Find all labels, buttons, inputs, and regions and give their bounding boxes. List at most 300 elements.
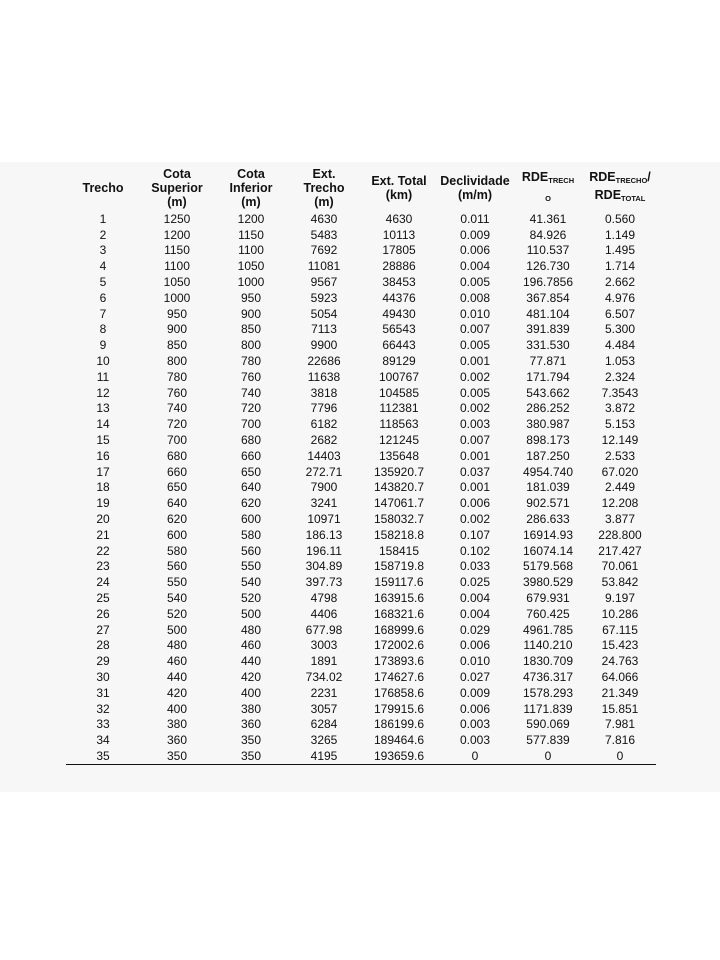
ext-trecho-cell: 734.02	[305, 670, 343, 684]
cota-superior-cell: 600	[166, 527, 188, 542]
ext-trecho-cell: 10971	[307, 512, 341, 527]
table-row	[66, 559, 656, 575]
rde-trecho-cell: 898.173	[526, 433, 570, 448]
table-row	[66, 669, 656, 685]
rde-ratio-cell: 3.877	[604, 512, 636, 527]
rde-trecho-cell: 16074.14	[522, 543, 574, 558]
ext-total-cell: 168321.6	[373, 606, 425, 621]
rde-trecho-cell: 16914.93	[522, 527, 574, 542]
trecho-cell: 3	[99, 243, 107, 258]
declividade-cell: 0.005	[459, 385, 491, 400]
cota-superior-cell: 560	[166, 559, 188, 574]
rde-trecho-cell: 543.662	[526, 385, 570, 400]
ext-total-cell: 28886	[382, 259, 416, 274]
cota-inferior-cell: 800	[240, 338, 262, 353]
declividade-cell: 0.002	[459, 401, 491, 416]
cota-inferior-cell: 420	[240, 670, 262, 684]
rde-ratio-cell: 1.149	[604, 227, 636, 242]
cota-superior-cell: 640	[166, 496, 188, 511]
rde-ratio-cell: 4.976	[604, 290, 636, 305]
cota-superior-cell: 480	[166, 638, 188, 653]
rde-trecho-cell: 367.854	[526, 290, 570, 305]
cota-inferior-cell: 480	[240, 622, 262, 637]
rde-ratio-cell: 67.115	[602, 622, 638, 637]
cota-superior-cell: 620	[166, 512, 188, 527]
cota-inferior-cell: 350	[240, 733, 262, 748]
table-row	[66, 337, 656, 353]
declividade-cell: 0.010	[459, 306, 491, 321]
trecho-cell: 7	[99, 306, 107, 321]
rde-trecho-cell: 679.931	[526, 591, 570, 606]
cota-inferior-cell: 1000	[237, 275, 265, 290]
header-cota-inferior: Cota Inferior (m)	[229, 166, 273, 209]
cota-superior-cell: 900	[166, 322, 188, 337]
cota-superior-cell: 1150	[164, 243, 190, 258]
cota-superior-cell: 520	[166, 606, 188, 621]
rde-trecho-cell: 4961.785	[522, 622, 574, 637]
declividade-cell: 0.001	[459, 354, 491, 369]
table-row	[66, 258, 656, 274]
cota-superior-cell: 680	[166, 448, 188, 463]
trecho-cell: 2	[99, 227, 107, 242]
ext-trecho-cell: 9567	[310, 275, 338, 290]
ext-trecho-cell: 4195	[288, 748, 360, 764]
table-row	[66, 243, 656, 259]
rde-trecho-cell: 5179.568	[522, 559, 574, 574]
trecho-cell: 15	[96, 433, 110, 448]
ext-total-cell: 163915.6	[373, 591, 425, 606]
rde-trecho-cell: 760.425	[526, 606, 570, 621]
cota-superior-cell: 580	[166, 543, 188, 558]
declividade-cell: 0.001	[459, 448, 491, 463]
rde-ratio-cell: 228.800	[598, 527, 642, 542]
rde-ratio-cell: 12.149	[601, 433, 639, 448]
trecho-cell: 5	[99, 275, 107, 290]
data-table	[66, 164, 656, 765]
declividade-cell: 0.037	[459, 464, 491, 479]
rde-ratio-cell: 1.495	[604, 243, 636, 258]
rde-ratio-cell: 9.197	[604, 591, 636, 606]
declividade-cell: 0.003	[459, 717, 491, 732]
ext-trecho-cell: 5483	[310, 227, 338, 242]
cota-superior-cell: 1250	[163, 211, 191, 226]
declividade-cell: 0.006	[459, 496, 491, 511]
cota-superior-cell: 800	[166, 354, 188, 369]
table-row	[66, 717, 656, 733]
rde-ratio-cell: 15.851	[601, 701, 639, 716]
declividade-cell: 0.004	[459, 606, 491, 621]
ext-trecho-cell: 186.13	[305, 527, 343, 542]
table-row	[66, 432, 656, 448]
table-row	[66, 732, 656, 748]
ext-total-cell: 118563	[379, 417, 419, 432]
table-row	[66, 590, 656, 606]
table-row	[66, 322, 656, 338]
cota-inferior-cell: 360	[240, 717, 262, 732]
rde-trecho-cell: 286.252	[526, 401, 570, 416]
trecho-cell: 11	[96, 369, 110, 384]
cota-inferior-cell: 680	[240, 433, 262, 448]
declividade-cell: 0.007	[459, 322, 491, 337]
ext-trecho-cell: 3241	[310, 496, 338, 511]
trecho-cell: 21	[96, 527, 110, 542]
ext-total-cell: 159117.6	[374, 575, 424, 590]
ext-trecho-cell: 677.98	[305, 622, 343, 637]
ext-total-cell: 179915.6	[373, 701, 425, 716]
trecho-cell: 24	[96, 575, 110, 590]
declividade-cell: 0.008	[459, 290, 491, 305]
table-row	[66, 685, 656, 701]
table-row	[66, 464, 656, 480]
trecho-cell: 13	[96, 401, 110, 416]
table-row	[66, 701, 656, 717]
table-row	[66, 369, 656, 385]
ext-trecho-cell: 304.89	[305, 559, 343, 574]
rde-ratio-cell: 0.560	[604, 211, 636, 226]
rde-ratio-cell: 217.427	[598, 543, 642, 558]
trecho-cell: 29	[96, 654, 110, 669]
ext-trecho-cell: 3265	[310, 733, 338, 748]
table-row	[66, 290, 656, 306]
declividade-cell: 0.002	[459, 369, 491, 384]
rde-trecho-cell: 1830.709	[522, 654, 574, 669]
trecho-cell: 19	[96, 496, 110, 511]
cota-superior-cell: 1200	[163, 227, 191, 242]
cota-superior-cell: 540	[166, 591, 188, 606]
cota-superior-cell: 760	[166, 385, 188, 400]
declividade-cell: 0.102	[459, 543, 491, 558]
cota-superior-cell: 780	[166, 369, 188, 384]
cota-inferior-cell: 440	[240, 654, 262, 669]
declividade-cell: 0.004	[459, 591, 491, 606]
table-row	[66, 211, 656, 227]
ext-trecho-cell: 14403	[307, 448, 341, 463]
header-row	[66, 164, 656, 211]
ext-trecho-cell: 1891	[310, 654, 338, 669]
ext-trecho-cell: 3057	[310, 701, 338, 716]
cota-inferior-cell: 1200	[237, 211, 265, 226]
cota-superior-cell: 440	[166, 670, 188, 684]
cota-superior-cell: 700	[166, 433, 188, 448]
cota-superior-cell: 550	[166, 575, 188, 590]
table-row	[66, 385, 656, 401]
trecho-cell: 27	[96, 622, 110, 637]
declividade-cell: 0.025	[459, 575, 491, 590]
trecho-cell: 1	[99, 211, 107, 226]
cota-superior-cell: 650	[166, 480, 188, 495]
cota-inferior-cell: 640	[240, 480, 262, 495]
ext-total-cell: 66443	[382, 338, 416, 353]
cota-inferior-cell: 540	[240, 575, 262, 590]
cota-superior-cell: 460	[166, 654, 188, 669]
declividade-cell: 0.006	[459, 638, 491, 653]
ext-trecho-cell: 6284	[310, 717, 338, 732]
cota-inferior-cell: 550	[240, 559, 262, 574]
ext-trecho-cell: 272.71	[305, 464, 343, 479]
rde-trecho-cell: 0	[512, 748, 584, 764]
ext-trecho-cell: 196.11	[306, 543, 342, 558]
trecho-cell: 14	[96, 417, 110, 432]
trecho-cell: 33	[96, 717, 110, 732]
declividade-cell: 0.003	[459, 417, 491, 432]
header-rde-trecho: $RDE_{TRECH}$ $_O$	[521, 169, 575, 203]
cota-inferior-cell: 720	[240, 401, 262, 416]
rde-trecho-cell: 4954.740	[522, 464, 574, 479]
cota-inferior-cell: 620	[240, 496, 262, 511]
rde-trecho-cell: 590.069	[526, 717, 570, 732]
declividade-cell: 0.002	[459, 512, 491, 527]
table-row	[66, 401, 656, 417]
table-row	[66, 353, 656, 369]
ext-trecho-cell: 4798	[310, 591, 338, 606]
ext-total-cell: 112381	[379, 401, 419, 416]
rde-ratio-cell: 10.286	[601, 606, 639, 621]
rde-ratio-cell: 5.153	[604, 417, 636, 432]
ext-total-cell: 193659.6	[360, 748, 438, 764]
ext-total-cell: 186199.6	[373, 717, 425, 732]
cota-inferior-cell: 520	[240, 591, 262, 606]
trecho-cell: 32	[96, 701, 110, 716]
table-row	[66, 227, 656, 243]
ext-total-cell: 172002.6	[373, 638, 425, 653]
table-row	[66, 527, 656, 543]
rde-trecho-cell: 41.361	[529, 211, 567, 226]
ext-total-cell: 174627.6	[373, 670, 425, 684]
ext-total-cell: 158415	[378, 543, 420, 558]
ext-total-cell: 4630	[385, 211, 413, 226]
declividade-cell: 0.107	[459, 527, 491, 542]
table-row	[66, 748, 656, 764]
cota-superior-cell: 350	[140, 748, 214, 764]
ext-trecho-cell: 2231	[310, 685, 338, 700]
ext-total-cell: 176858.6	[373, 685, 425, 700]
trecho-cell: 8	[99, 322, 107, 337]
ext-trecho-cell: 3818	[310, 385, 338, 400]
trecho-cell: 22	[96, 543, 110, 558]
header-declividade: Declividade (m/m)	[440, 173, 510, 202]
ext-trecho-cell: 11638	[307, 369, 341, 384]
rde-ratio-cell: 2.662	[604, 275, 636, 290]
rde-trecho-cell: 110.537	[526, 243, 570, 258]
ext-total-cell: 158032.7	[373, 512, 425, 527]
table-row	[66, 306, 656, 322]
cota-inferior-cell: 650	[240, 464, 262, 479]
rde-ratio-cell: 1.714	[604, 259, 636, 274]
ext-total-cell: 56543	[382, 322, 416, 337]
declividade-cell: 0.009	[459, 227, 491, 242]
table-body	[66, 211, 656, 764]
ext-total-cell: 44376	[382, 290, 416, 305]
cota-inferior-cell: 660	[240, 448, 262, 463]
rde-trecho-cell: 3980.529	[522, 575, 574, 590]
rde-trecho-cell: 126.730	[526, 259, 570, 274]
cota-inferior-cell: 380	[240, 701, 262, 716]
trecho-cell: 16	[96, 448, 110, 463]
cota-superior-cell: 660	[166, 464, 188, 479]
trecho-cell: 6	[99, 290, 107, 305]
ext-trecho-cell: 22686	[307, 354, 341, 369]
trecho-cell: 18	[96, 480, 110, 495]
declividade-cell: 0.006	[459, 701, 491, 716]
ext-trecho-cell: 7692	[310, 243, 338, 258]
cota-inferior-cell: 1100	[238, 243, 264, 258]
table-row	[66, 638, 656, 654]
trecho-cell: 35	[66, 748, 140, 764]
ext-total-cell: 158719.8	[373, 559, 425, 574]
table-row	[66, 543, 656, 559]
cota-inferior-cell: 900	[240, 306, 262, 321]
rde-ratio-cell: 67.020	[601, 464, 639, 479]
cota-inferior-cell: 460	[240, 638, 262, 653]
ext-trecho-cell: 11081	[307, 259, 341, 274]
cota-superior-cell: 1100	[164, 259, 190, 274]
declividade-cell: 0.006	[459, 243, 491, 258]
cota-inferior-cell: 780	[240, 354, 262, 369]
ext-trecho-cell: 9900	[310, 338, 338, 353]
cota-inferior-cell: 1050	[237, 259, 265, 274]
trecho-cell: 23	[96, 559, 110, 574]
cota-inferior-cell: 400	[240, 685, 262, 700]
table-row	[66, 448, 656, 464]
declividade-cell: 0.010	[459, 654, 491, 669]
cota-inferior-cell: 560	[240, 543, 262, 558]
rde-ratio-cell: 15.423	[601, 638, 639, 653]
ext-trecho-cell: 4630	[310, 211, 338, 226]
trecho-cell: 17	[96, 464, 110, 479]
ext-total-cell: 143820.7	[373, 480, 425, 495]
ext-trecho-cell: 5923	[310, 290, 338, 305]
header-ext-total: Ext. Total (km)	[371, 173, 427, 202]
declividade-cell: 0.005	[459, 338, 491, 353]
table-row	[66, 511, 656, 527]
rde-ratio-cell: 5.300	[604, 322, 636, 337]
rde-trecho-cell: 1140.210	[523, 638, 573, 653]
ext-total-cell: 49430	[382, 306, 416, 321]
header-rde-ratio: $RDE_{TRECHO}/$ $RDE_{TOTAL}$	[589, 169, 651, 203]
header-cota-superior: Cota Superior (m)	[151, 166, 203, 209]
cota-inferior-cell: 600	[240, 512, 262, 527]
rde-trecho-cell: 181.039	[526, 480, 570, 495]
rde-ratio-cell: 70.061	[601, 559, 639, 574]
rde-ratio-cell: 2.449	[604, 480, 636, 495]
trecho-cell: 31	[96, 685, 110, 700]
table-row	[66, 622, 656, 638]
rde-ratio-cell: 3.872	[604, 401, 636, 416]
ext-total-cell: 38453	[382, 275, 416, 290]
table-row	[66, 495, 656, 511]
trecho-cell: 4	[99, 259, 107, 274]
ext-total-cell: 147061.7	[373, 496, 425, 511]
rde-ratio-cell: 53.842	[601, 575, 639, 590]
cota-superior-cell: 420	[166, 685, 188, 700]
ext-trecho-cell: 397.73	[305, 575, 343, 590]
rde-ratio-cell: 7.816	[604, 733, 636, 748]
ext-trecho-cell: 7796	[310, 401, 338, 416]
ext-total-cell: 135920.7	[373, 464, 425, 479]
rde-trecho-cell: 77.871	[529, 354, 567, 369]
trecho-cell: 9	[99, 338, 107, 353]
declividade-cell: 0.009	[459, 685, 491, 700]
ext-trecho-cell: 2682	[310, 433, 338, 448]
ext-total-cell: 158218.8	[373, 527, 425, 542]
rde-trecho-cell: 577.839	[526, 733, 570, 748]
cota-superior-cell: 720	[166, 417, 188, 432]
rde-trecho-cell: 286.633	[526, 512, 570, 527]
cota-superior-cell: 850	[166, 338, 188, 353]
ext-trecho-cell: 3003	[310, 638, 338, 653]
cota-superior-cell: 740	[166, 401, 188, 416]
rde-trecho-cell: 1171.839	[523, 701, 573, 716]
cota-superior-cell: 400	[166, 701, 188, 716]
declividade-cell: 0	[438, 748, 512, 764]
ext-trecho-cell: 7900	[310, 480, 338, 495]
rde-trecho-cell: 84.926	[529, 227, 567, 242]
rde-trecho-cell: 187.250	[526, 448, 570, 463]
declividade-cell: 0.029	[459, 622, 491, 637]
ext-total-cell: 100767	[378, 369, 420, 384]
declividade-cell: 0.011	[460, 211, 490, 226]
table-row	[66, 274, 656, 290]
ext-total-cell: 135648	[378, 448, 420, 463]
ext-trecho-cell: 5054	[310, 306, 338, 321]
cota-superior-cell: 1000	[163, 290, 191, 305]
ext-trecho-cell: 6182	[310, 417, 338, 432]
rde-trecho-cell: 380.987	[526, 417, 570, 432]
table-row	[66, 416, 656, 432]
ext-total-cell: 168999.6	[373, 622, 425, 637]
cota-superior-cell: 1050	[163, 275, 191, 290]
ext-total-cell: 189464.6	[373, 733, 425, 748]
cota-inferior-cell: 700	[240, 417, 262, 432]
cota-inferior-cell: 950	[240, 290, 262, 305]
declividade-cell: 0.003	[459, 733, 491, 748]
trecho-cell: 26	[96, 606, 110, 621]
rde-ratio-cell: 4.484	[604, 338, 636, 353]
ext-total-cell: 10113	[382, 227, 416, 242]
ext-total-cell: 121245	[378, 433, 420, 448]
ext-total-cell: 17805	[382, 243, 416, 258]
rde-ratio-cell: 21.349	[601, 685, 639, 700]
cota-inferior-cell: 740	[240, 385, 262, 400]
ext-trecho-cell: 4406	[310, 606, 338, 621]
trecho-cell: 10	[96, 354, 110, 369]
rde-trecho-cell: 1578.293	[522, 685, 574, 700]
trecho-cell: 30	[96, 670, 110, 684]
declividade-cell: 0.001	[459, 480, 491, 495]
declividade-cell: 0.027	[459, 670, 491, 684]
ext-total-cell: 104585	[378, 385, 420, 400]
cota-superior-cell: 950	[166, 306, 188, 321]
rde-ratio-cell: 2.533	[604, 448, 636, 463]
declividade-cell: 0.033	[459, 559, 491, 574]
rde-ratio-cell: 12.208	[601, 496, 639, 511]
cota-superior-cell: 500	[166, 622, 188, 637]
table-row	[66, 480, 656, 496]
cota-inferior-cell: 760	[240, 369, 262, 384]
rde-trecho-cell: 902.571	[526, 496, 570, 511]
rde-ratio-cell: 0	[584, 748, 656, 764]
cota-superior-cell: 360	[166, 733, 188, 748]
rde-ratio-cell: 7.3543	[601, 385, 639, 400]
ext-trecho-cell: 7113	[311, 322, 337, 337]
cota-inferior-cell: 850	[240, 322, 262, 337]
cota-inferior-cell: 350	[214, 748, 288, 764]
rde-trecho-cell: 4736.317	[522, 670, 574, 684]
cota-superior-cell: 380	[166, 717, 188, 732]
header-ext-trecho: Ext. Trecho (m)	[303, 166, 345, 209]
rde-trecho-cell: 391.839	[526, 322, 570, 337]
cota-inferior-cell: 500	[240, 606, 262, 621]
